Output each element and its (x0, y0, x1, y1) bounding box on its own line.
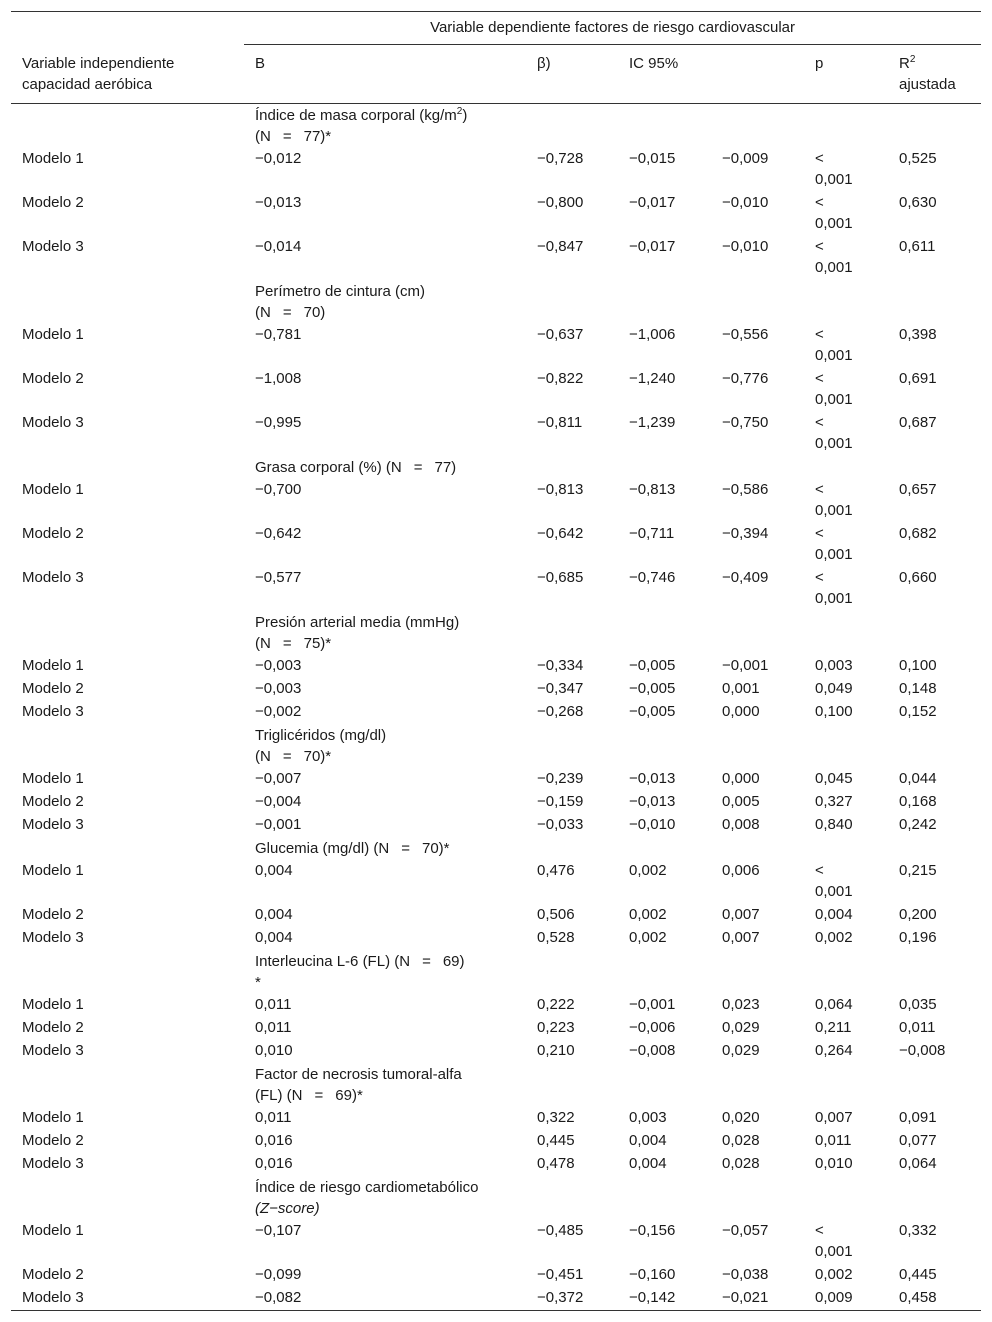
cell-p: 0,003 (815, 657, 853, 674)
cell-beta: 0,322 (537, 1109, 575, 1126)
cell-beta: 0,476 (537, 862, 575, 879)
cell-b: 0,011 (255, 1019, 292, 1036)
cell-r2: 0,687 (899, 414, 937, 431)
cell-p: 0,010 (815, 1155, 853, 1172)
cell-ic-high: −0,038 (722, 1266, 769, 1283)
cell-ic-high: 0,005 (722, 793, 760, 810)
cell-b: −0,577 (255, 569, 302, 586)
table-row (11, 1153, 981, 1176)
cell-ic-low: −0,005 (629, 657, 676, 674)
cell-r2: 0,525 (899, 150, 937, 167)
cell-ic-high: 0,028 (722, 1155, 760, 1172)
cell-beta: −0,239 (537, 770, 584, 787)
cell-r2: 0,200 (899, 906, 937, 923)
cell-ic-high: 0,001 (722, 680, 760, 697)
group-title: Índice de masa corporal $(kg/m^2)$ (N = 77)* (255, 106, 468, 145)
group-title: Glucemia (mg/dl) (N = 70)* (255, 840, 450, 857)
cell-beta: −0,159 (537, 793, 584, 810)
cell-model: Modelo 2 (22, 194, 84, 211)
cell-model: Modelo 3 (22, 1289, 84, 1306)
cell-ic-high: 0,007 (722, 906, 760, 923)
cell-r2: 0,657 (899, 481, 937, 498)
cell-r2: 0,242 (899, 816, 937, 833)
cell-b: −0,003 (255, 680, 302, 697)
cell-b: 0,004 (255, 906, 293, 923)
cell-ic-high: −0,057 (722, 1222, 769, 1239)
table-row (11, 655, 981, 678)
cell-p: 0,840 (815, 816, 853, 833)
cell-p: < 0,001 (815, 481, 853, 519)
cell-b: 0,011 (255, 1109, 292, 1126)
cell-p: 0,049 (815, 680, 853, 697)
bottom-rule (11, 1310, 981, 1311)
cell-b: −0,700 (255, 481, 302, 498)
cell-ic-low: −1,006 (629, 326, 676, 343)
cell-ic-low: −0,156 (629, 1222, 676, 1239)
cell-ic-high: −0,010 (722, 194, 769, 211)
cell-model: Modelo 1 (22, 657, 84, 674)
cell-r2: 0,458 (899, 1289, 937, 1306)
table-row (11, 1107, 981, 1130)
cell-ic-high: 0,029 (722, 1019, 760, 1036)
group-title: Perímetro de cintura (cm) (N = 70) (255, 283, 426, 321)
cell-ic-low: −0,746 (629, 569, 676, 586)
cell-ic-high: 0,020 (722, 1109, 760, 1126)
cell-model: Modelo 1 (22, 1109, 84, 1126)
cell-model: Modelo 1 (22, 481, 84, 498)
cell-ic-low: −0,010 (629, 816, 676, 833)
cell-beta: −0,485 (537, 1222, 584, 1239)
cell-beta: −0,033 (537, 816, 584, 833)
cell-ic-low: −1,240 (629, 370, 676, 387)
cell-model: Modelo 3 (22, 816, 84, 833)
cell-p: 0,064 (815, 996, 853, 1013)
cell-model: Modelo 2 (22, 1266, 84, 1283)
cell-r2: 0,148 (899, 680, 937, 697)
cell-ic-low: −0,008 (629, 1042, 676, 1059)
cell-ic-low: −0,711 (629, 525, 675, 542)
cell-ic-low: −0,006 (629, 1019, 676, 1036)
cell-model: Modelo 2 (22, 680, 84, 697)
cell-beta: −0,637 (537, 326, 584, 343)
header-r2-adjusted: $R^2$ ajustada (888, 45, 981, 104)
cell-model: Modelo 2 (22, 906, 84, 923)
cell-beta: 0,223 (537, 1019, 575, 1036)
group-title-row (11, 611, 981, 655)
cell-beta: −0,372 (537, 1289, 584, 1306)
cell-r2: 0,196 (899, 929, 937, 946)
cell-b: 0,016 (255, 1132, 293, 1149)
cell-p: 0,004 (815, 906, 853, 923)
cell-r2: 0,168 (899, 793, 937, 810)
cell-p: < 0,001 (815, 150, 853, 188)
cell-p: 0,009 (815, 1289, 853, 1306)
cell-ic-high: −0,750 (722, 414, 769, 431)
header-independent-variable: Variable independiente capacidad aeróbica (11, 45, 244, 104)
cell-r2: 0,445 (899, 1266, 937, 1283)
table-row (11, 860, 981, 904)
cell-p: < 0,001 (815, 194, 853, 232)
cell-r2: −0,008 (899, 1042, 946, 1059)
cell-r2: 0,398 (899, 326, 937, 343)
cell-ic-high: 0,007 (722, 929, 760, 946)
cell-model: Modelo 1 (22, 770, 84, 787)
table-row (11, 1130, 981, 1153)
table-row (11, 701, 981, 724)
cell-beta: −0,685 (537, 569, 584, 586)
cell-b: −0,013 (255, 194, 302, 211)
cell-b: 0,010 (255, 1042, 293, 1059)
cell-beta: 0,528 (537, 929, 575, 946)
table-row (11, 192, 981, 236)
cell-model: Modelo 2 (22, 370, 84, 387)
cell-ic-high: 0,000 (722, 770, 760, 787)
cell-ic-high: 0,006 (722, 862, 760, 879)
cell-model: Modelo 2 (22, 1019, 84, 1036)
cell-r2: 0,064 (899, 1155, 937, 1172)
cell-p: < 0,001 (815, 238, 853, 276)
cell-ic-high: 0,008 (722, 816, 760, 833)
cell-ic-low: −0,005 (629, 680, 676, 697)
cell-beta: −0,334 (537, 657, 584, 674)
cell-ic-high: −0,001 (722, 657, 769, 674)
cell-model: Modelo 1 (22, 1222, 84, 1239)
table-row (11, 412, 981, 456)
cell-beta: 0,506 (537, 906, 575, 923)
cell-ic-low: −0,160 (629, 1266, 676, 1283)
cell-beta: −0,451 (537, 1266, 584, 1283)
cell-ic-low: −0,001 (629, 996, 676, 1013)
cell-ic-low: −0,015 (629, 150, 676, 167)
cell-b: 0,004 (255, 929, 293, 946)
cell-b: −0,099 (255, 1266, 302, 1283)
header-spanner: Variable dependiente factores de riesgo cardiovascular (244, 12, 981, 45)
cell-b: −0,642 (255, 525, 302, 542)
cell-model: Modelo 1 (22, 326, 84, 343)
cell-b: 0,016 (255, 1155, 293, 1172)
cell-ic-low: 0,002 (629, 906, 667, 923)
table-row (11, 768, 981, 791)
cell-ic-low: −0,005 (629, 703, 676, 720)
group-title: Triglicéridos (mg/dl) (N = 70)* (255, 727, 387, 765)
cell-beta: −0,811 (537, 414, 583, 431)
table-body (11, 104, 981, 1311)
cell-r2: 0,215 (899, 862, 937, 879)
cell-r2: 0,630 (899, 194, 937, 211)
cell-model: Modelo 3 (22, 703, 84, 720)
cell-p: < 0,001 (815, 414, 853, 452)
cell-ic-high: 0,028 (722, 1132, 760, 1149)
cell-model: Modelo 2 (22, 525, 84, 542)
cell-ic-high: 0,029 (722, 1042, 760, 1059)
cell-ic-high: −0,586 (722, 481, 769, 498)
cell-ic-low: 0,002 (629, 862, 667, 879)
group-title: Interleucina L-6 (FL) (N = 69) * (255, 953, 465, 991)
cell-ic-low: 0,003 (629, 1109, 667, 1126)
cell-model: Modelo 3 (22, 1155, 84, 1172)
table-row (11, 678, 981, 701)
cell-ic-low: −0,013 (629, 793, 676, 810)
cell-b: −0,107 (255, 1222, 302, 1239)
cell-model: Modelo 2 (22, 1132, 84, 1149)
cell-b: −1,008 (255, 370, 302, 387)
cell-p: 0,327 (815, 793, 853, 810)
cell-beta: 0,445 (537, 1132, 575, 1149)
cell-ic-low: 0,004 (629, 1132, 667, 1149)
cell-p: 0,264 (815, 1042, 853, 1059)
cell-model: Modelo 1 (22, 150, 84, 167)
cell-b: −0,003 (255, 657, 302, 674)
group-title: Grasa corporal (%) (N = 77) (255, 459, 457, 476)
cell-ic-high: −0,776 (722, 370, 769, 387)
cell-b: −0,001 (255, 816, 302, 833)
table-row (11, 904, 981, 927)
cell-beta: −0,728 (537, 150, 584, 167)
cell-ic-high: −0,394 (722, 525, 769, 542)
cell-r2: 0,660 (899, 569, 937, 586)
cell-r2: 0,035 (899, 996, 937, 1013)
table-row (11, 567, 981, 611)
group-title-row (11, 456, 981, 479)
cell-beta: 0,478 (537, 1155, 575, 1172)
table-row (11, 148, 981, 192)
table-row (11, 994, 981, 1017)
cell-model: Modelo 1 (22, 996, 84, 1013)
cell-beta: −0,800 (537, 194, 584, 211)
group-title-row (11, 950, 981, 994)
cell-model: Modelo 3 (22, 238, 84, 255)
cell-ic-high: −0,556 (722, 326, 769, 343)
cell-p: < 0,001 (815, 370, 853, 408)
cell-r2: 0,011 (899, 1019, 936, 1036)
cell-b: −0,995 (255, 414, 302, 431)
cell-beta: 0,210 (537, 1042, 575, 1059)
cell-p: 0,011 (815, 1132, 852, 1149)
cell-model: Modelo 3 (22, 569, 84, 586)
cell-beta: −0,813 (537, 481, 584, 498)
header-b: B (244, 45, 526, 104)
cell-b: −0,002 (255, 703, 302, 720)
cell-p: < 0,001 (815, 326, 853, 364)
cell-r2: 0,091 (899, 1109, 937, 1126)
cell-beta: −0,822 (537, 370, 584, 387)
cell-p: 0,100 (815, 703, 853, 720)
table-row (11, 927, 981, 950)
cell-model: Modelo 3 (22, 414, 84, 431)
table-row (11, 368, 981, 412)
group-title: Presión arterial media (mmHg) (N = 75)* (255, 614, 460, 652)
cell-r2: 0,691 (899, 370, 937, 387)
cell-ic-low: −0,013 (629, 770, 676, 787)
group-title: Índice de riesgo cardiometabólico (Z−score) (255, 1179, 479, 1217)
table-row (11, 1287, 981, 1310)
cell-model: Modelo 1 (22, 862, 84, 879)
cell-ic-high: −0,021 (722, 1289, 769, 1306)
cell-ic-low: −0,017 (629, 238, 676, 255)
cell-ic-high: −0,009 (722, 150, 769, 167)
cell-p: < 0,001 (815, 569, 853, 607)
cell-model: Modelo 2 (22, 793, 84, 810)
cell-b: −0,082 (255, 1289, 302, 1306)
cell-r2: 0,100 (899, 657, 937, 674)
regression-table-container (11, 11, 981, 1311)
cell-p: < 0,001 (815, 862, 853, 900)
cell-p: 0,211 (815, 1019, 852, 1036)
table-row (11, 324, 981, 368)
cell-ic-high: 0,000 (722, 703, 760, 720)
cell-p: 0,045 (815, 770, 853, 787)
cell-beta: −0,268 (537, 703, 584, 720)
table-row (11, 1017, 981, 1040)
table-row (11, 236, 981, 280)
cell-beta: −0,642 (537, 525, 584, 542)
cell-ic-low: −0,813 (629, 481, 676, 498)
cell-beta: 0,222 (537, 996, 575, 1013)
cell-b: 0,011 (255, 996, 292, 1013)
header-ic95: IC 95% (618, 45, 804, 104)
group-title-row (11, 1176, 981, 1220)
group-title-row (11, 837, 981, 860)
regression-table (11, 11, 981, 1310)
cell-p: 0,007 (815, 1109, 853, 1126)
cell-ic-low: −0,017 (629, 194, 676, 211)
group-title: Factor de necrosis tumoral-alfa (FL) (N = 69)* (255, 1066, 462, 1104)
table-row (11, 814, 981, 837)
table-row (11, 1264, 981, 1287)
cell-p: < 0,001 (815, 525, 853, 563)
group-title-row (11, 1063, 981, 1107)
table-header (11, 12, 981, 104)
table-row (11, 523, 981, 567)
table-row (11, 479, 981, 523)
cell-b: −0,012 (255, 150, 302, 167)
cell-beta: −0,347 (537, 680, 584, 697)
table-row (11, 1220, 981, 1264)
cell-p: 0,002 (815, 1266, 853, 1283)
cell-model: Modelo 3 (22, 929, 84, 946)
group-title-row (11, 724, 981, 768)
cell-ic-low: 0,002 (629, 929, 667, 946)
header-beta: β) (526, 45, 618, 104)
cell-b: −0,781 (255, 326, 302, 343)
group-title-row (11, 280, 981, 324)
cell-ic-high: 0,023 (722, 996, 760, 1013)
cell-b: −0,004 (255, 793, 302, 810)
cell-ic-low: 0,004 (629, 1155, 667, 1172)
cell-ic-high: −0,409 (722, 569, 769, 586)
cell-r2: 0,332 (899, 1222, 937, 1239)
cell-r2: 0,077 (899, 1132, 937, 1149)
group-title-row (11, 104, 981, 149)
cell-model: Modelo 3 (22, 1042, 84, 1059)
table-row (11, 791, 981, 814)
table-row (11, 1040, 981, 1063)
cell-p: 0,002 (815, 929, 853, 946)
cell-ic-low: −1,239 (629, 414, 676, 431)
cell-ic-low: −0,142 (629, 1289, 676, 1306)
cell-b: −0,007 (255, 770, 302, 787)
cell-b: 0,004 (255, 862, 293, 879)
cell-b: −0,014 (255, 238, 302, 255)
cell-r2: 0,611 (899, 238, 936, 255)
cell-r2: 0,682 (899, 525, 937, 542)
cell-p: < 0,001 (815, 1222, 853, 1260)
cell-ic-high: −0,010 (722, 238, 769, 255)
header-p: p (804, 45, 888, 104)
cell-r2: 0,152 (899, 703, 937, 720)
cell-r2: 0,044 (899, 770, 937, 787)
cell-beta: −0,847 (537, 238, 584, 255)
